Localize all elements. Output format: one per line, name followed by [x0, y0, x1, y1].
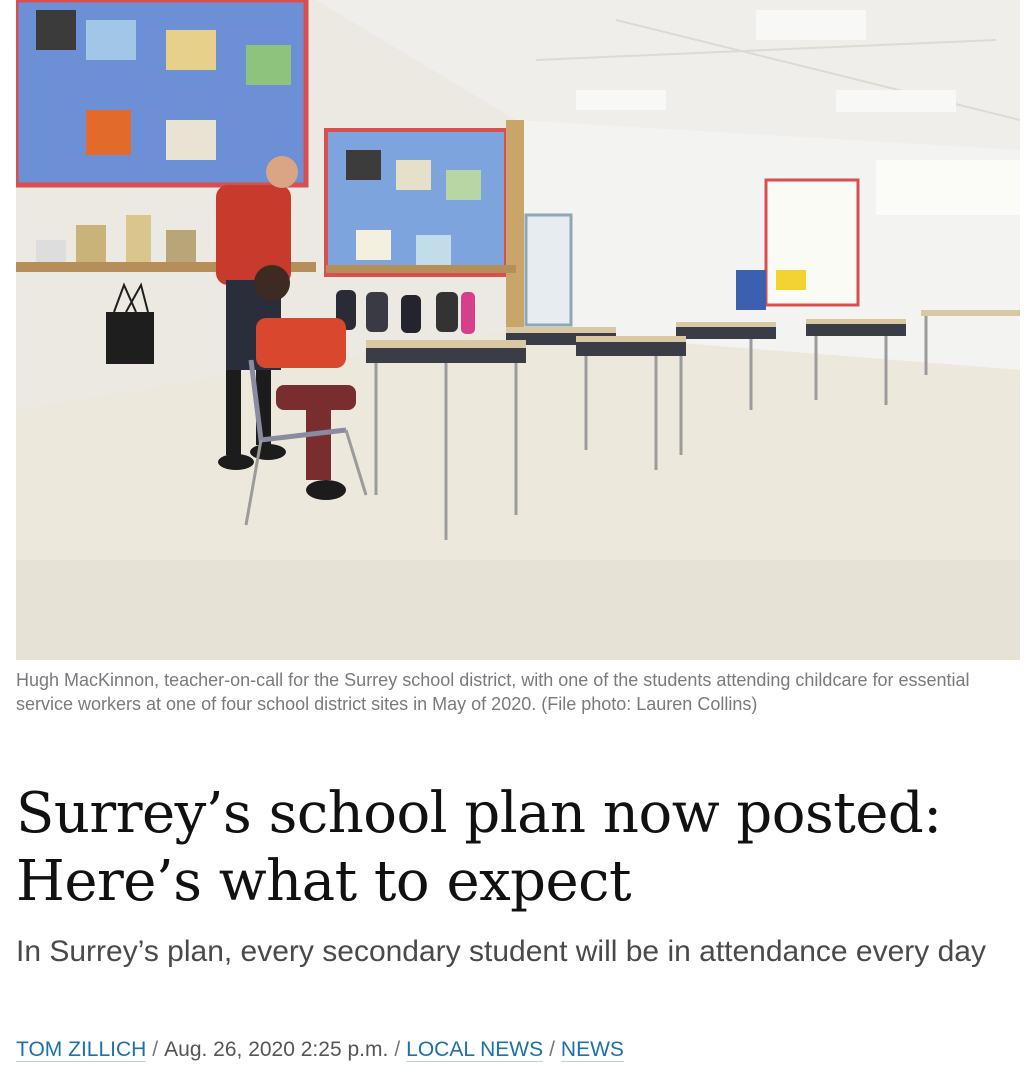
- publish-date: Aug. 26, 2020 2:25 p.m.: [164, 1038, 389, 1061]
- photo-caption: Hugh MacKinnon, teacher-on-call for the Surrey school district, with one of the students attending childcare for essential service workers at one of four school district sites in May of 2020. (File photo: Lauren Collins): [16, 670, 970, 714]
- byline-separator: /: [152, 1038, 159, 1061]
- author-link[interactable]: TOM ZILLICH: [16, 1038, 147, 1061]
- article-photo: [16, 0, 1020, 660]
- article-deck: In Surrey’s plan, every secondary student will be in attendance every day: [16, 935, 986, 968]
- classroom-photo: [16, 0, 1020, 660]
- category-link-local-news[interactable]: LOCAL NEWS: [406, 1038, 544, 1061]
- byline: [16, 1036, 1006, 1064]
- category-link-news[interactable]: NEWS: [560, 1038, 624, 1061]
- byline-separator: /: [394, 1038, 401, 1061]
- article-headline: Surrey’s school plan now posted: Here’s what to expect: [16, 781, 942, 914]
- byline-separator: /: [549, 1038, 555, 1061]
